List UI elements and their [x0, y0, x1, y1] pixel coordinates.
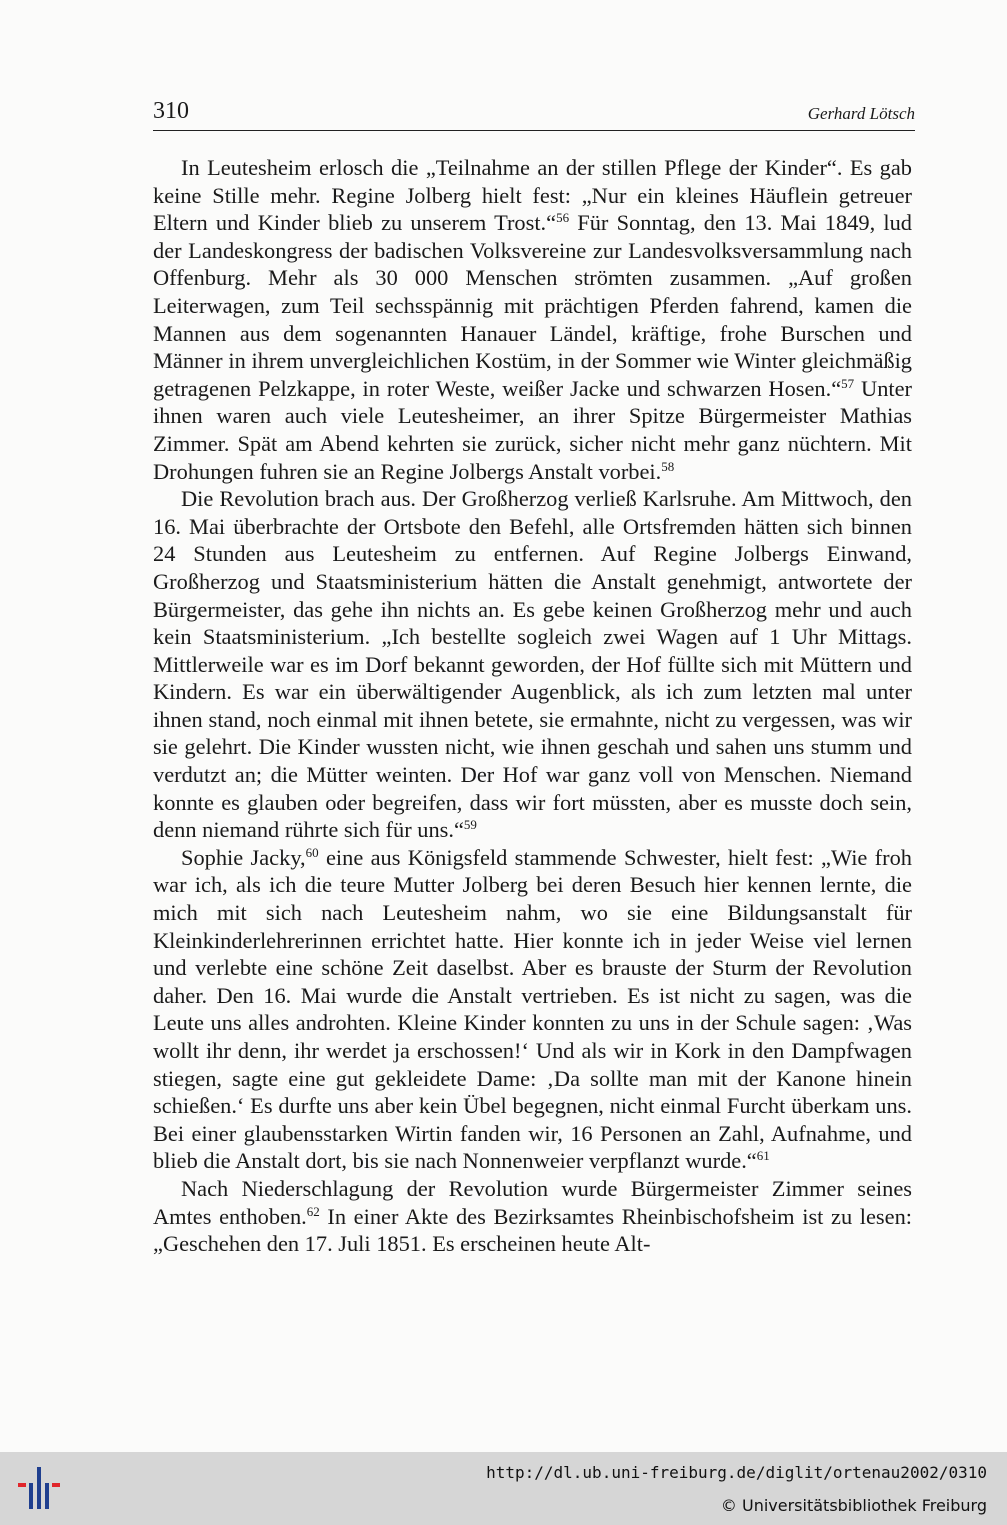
paragraph: [153, 485, 912, 844]
footnote-reference: 61: [756, 1148, 770, 1164]
paragraph: [153, 1175, 912, 1258]
footnote-reference: 62: [306, 1203, 320, 1219]
paragraph-text: Nach Niederschlagung der Revolution wurde Bürgermeister Zimmer seines Amtes enthoben.: [153, 1175, 912, 1229]
library-logo-icon: [14, 1463, 64, 1513]
copyright-notice: © Universitätsbibliothek Freiburg: [720, 1496, 987, 1515]
page-header: [153, 96, 915, 131]
paragraph-text: Sophie Jacky,: [181, 844, 306, 870]
paragraph-text: In einer Akte des Bezirksamtes Rheinbischofsheim ist zu lesen: „Geschehen den 17. Juli 1851. Es erscheinen heute Alt-: [153, 1203, 912, 1257]
footnote-reference: 59: [463, 817, 477, 833]
page-number: 310: [153, 98, 189, 124]
paragraph-text: Für Sonntag, den 13. Mai 1849, lud der Landeskongress der badischen Volksvereine zur Landesvolksversammlung nach Offenburg. Mehr als 30 000 Menschen strömten zusammen. „Auf großen Leiterwagen, zum Teil sechsspännig mit prächtigen Pferden fahrend, kamen die Mannen aus dem sogenannten Hanauer Ländel, kräftige, frohe Burschen und Männer in ihrem unvergleichlichen Kostüm, in der Sommer wie Winter gleichmäßig getragenen Pelzkappe, in roter Weste, weißer Jacke und schwarzen Hosen.“: [153, 210, 912, 401]
footnote-reference: 57: [841, 375, 855, 391]
body-text: [153, 154, 912, 1258]
paragraph-text: Unter ihnen waren auch viele Leutesheimer, an ihrer Spitze Bürgermeister Mathias Zimmer. Spät am Abend kehrten sie zurück, sicher nicht mehr ganz nüchtern. Mit Drohungen fuhren sie an Regine Jolbergs Anstalt vorbei.: [153, 375, 913, 484]
footnote-reference: 60: [305, 844, 319, 860]
paragraph-text: Die Revolution brach aus. Der Großherzog verließ Karlsruhe. Am Mittwoch, den 16. Mai überbrachte der Ortsbote den Befehl, alle Ortsfremden hätten sich binnen 24 Stunden aus Leutesheim zu entfernen. Auf Regine Jolbergs Einwand, Großherzog und Staatsministerium hätten die Anstalt genehmigt, antwortete der Bürgermeister, das gehe ihn nichts an. Es gebe keinen Großherzog mehr und auch kein Staatsministerium. „Ich bestellte sogleich zwei Wagen auf 1 Uhr Mittags. Mittlerweile war es im Dorf bekannt geworden, der Hof füllte sich mit Müttern und Kindern. Es war ein überwältigender Augenblick, als ich zum letzten mal unter ihnen stand, noch einmal mit ihnen betete, sie ermahnte, nicht zu vergessen, was wir sie gelehrt. Die Kinder wussten nicht, wie ihnen geschah und sahen uns stumm und verdutzt an; die Mütter weinten. Der Hof war ganz voll von Menschen. Niemand konnte es glauben oder begreifen, dass wir fort müssten, aber es musste doch sein, denn niemand rührte sich für uns.“: [153, 486, 912, 843]
running-head-author: Gerhard Lötsch: [807, 104, 915, 123]
footer-bar: [0, 1452, 1007, 1525]
paragraph: [153, 844, 912, 1175]
footnote-reference: 58: [661, 458, 675, 474]
paragraph-text: In Leutesheim erlosch die „Teilnahme an der stillen Pflege der Kinder“. Es gab keine Stille mehr. Regine Jolberg hielt fest: „Nur ein kleines Häuflein getreuer Eltern und Kinder blieb zu unserem Trost.“: [153, 155, 912, 236]
source-url-link[interactable]: http://dl.ub.uni-freiburg.de/diglit/ortenau2002/0310: [486, 1463, 987, 1482]
paragraph: [153, 154, 912, 485]
footnote-reference: 56: [556, 210, 570, 226]
paragraph-text: eine aus Königsfeld stammende Schwester, hielt fest: „Wie froh war ich, als ich die teure Mutter Jolberg bei deren Besuch hier kennen lernte, die mich mit sich nach Leutesheim nahm, wo sie eine Bildungsanstalt für Kleinkinderlehrerinnen errichtet hatte. Hier konnte ich in jeder Weise viel lernen und verlebte eine schöne Zeit daselbst. Aber es brauste der Sturm der Revolution daher. Den 16. Mai wurde die Anstalt vertrieben. Es ist nicht zu sagen, was die Leute uns alles androhten. Kleine Kinder konnten zu uns in der Schule sagen: ‚Was wollt ihr denn, ihr werdet ja erschossen!‘ Und als wir in Kork in den Dampfwagen stiegen, sagte eine gut gekleidete Dame: ‚Da sollte man mit der Kanone hinein schießen.‘ Es durfte uns aber kein Übel begegnen, nicht einmal Furcht überkam uns. Bei einer glaubensstarken Wirtin fanden wir, 16 Personen an Zahl, Aufnahme, und blieb die Anstalt dort, bis sie nach Nonnenweier verpflanzt wurde.“: [153, 844, 912, 1174]
